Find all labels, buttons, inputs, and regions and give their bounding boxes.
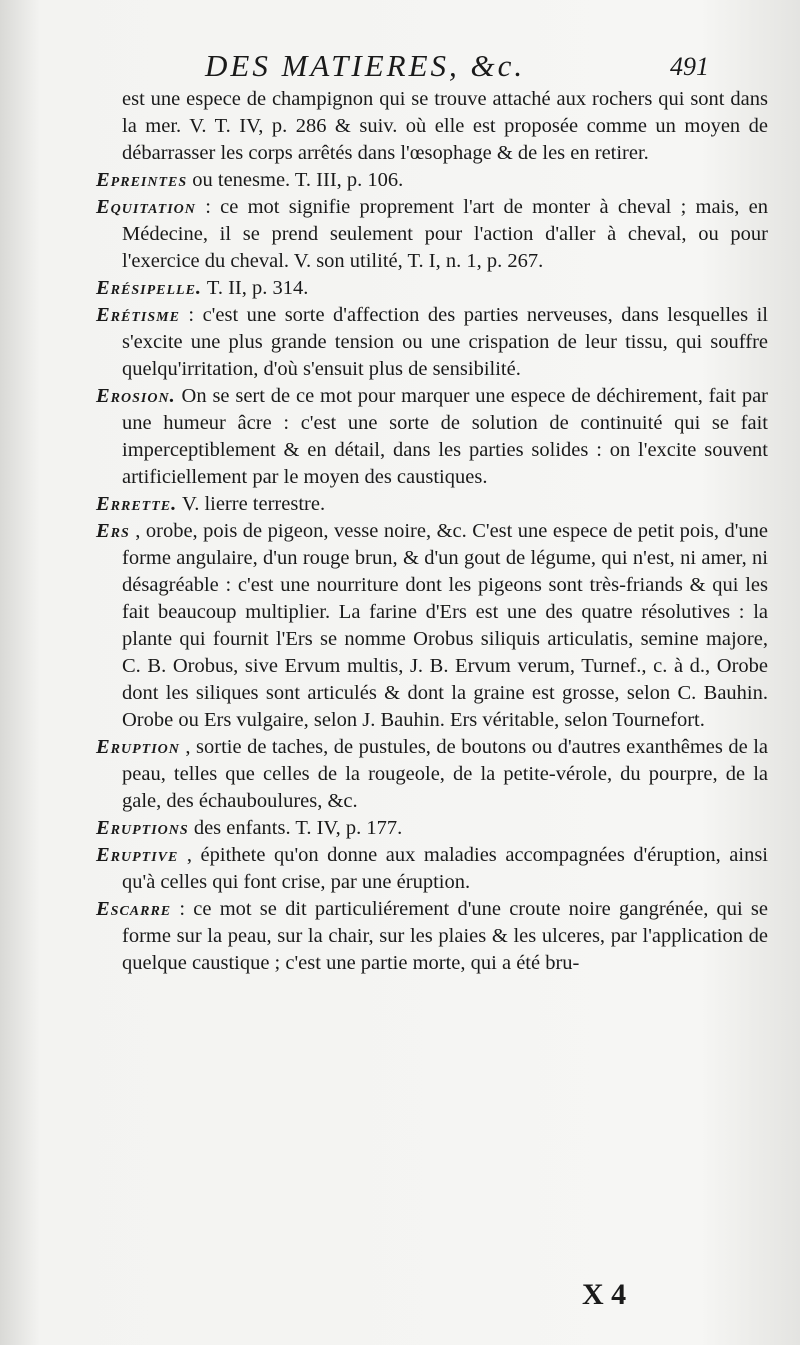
entry-text: : ce mot se dit particuliérement d'une croute noire gangrénée, qui se forme sur la peau, sur la chair, sur les plaies & les ulceres, par l'application de quelque caustique ; c'est une partie morte, qui a été bru-	[122, 898, 769, 974]
page-header	[205, 48, 765, 88]
running-title: DES MATIERES, &c.	[205, 48, 526, 83]
entry-headword: Equitation	[96, 196, 196, 218]
signature-mark: X 4	[582, 1278, 627, 1311]
index-entry	[96, 815, 768, 842]
entry-text: , épithete qu'on donne aux maladies accompagnées d'éruption, ainsi qu'à celles qui font crise, par une éruption.	[122, 844, 768, 893]
entry-text: : ce mot signifie proprement l'art de monter à cheval ; mais, en Médecine, il se prend seulement pour l'action d'aller à cheval, ou pour l'exercice du cheval. V. son utilité, T. I, n. 1, p. 267.	[122, 196, 769, 272]
entry-text: T. II, p. 314.	[206, 277, 309, 299]
page-number: 491	[670, 52, 709, 81]
entry-headword: Ers	[96, 520, 130, 542]
index-entry	[96, 275, 768, 302]
entry-text: ou tenesme. T. III, p. 106.	[192, 169, 404, 191]
entry-headword: Erétisme	[96, 304, 180, 326]
index-entry	[96, 896, 768, 977]
index-entry	[96, 167, 768, 194]
entry-text: On se sert de ce mot pour marquer une espece de déchirement, fait par une humeur âcre : c'est une sorte de solution de continuité qui se fait imperceptiblement & en détail, dans les parties solides : on l'excite souvent artificiellement par le moyen des caustiques.	[122, 385, 768, 488]
entry-text: : c'est une sorte d'affection des parties nerveuses, dans lesquelles il s'excite une plus grande tension ou une crispation de leur tissu, qui souffre quelqu'irritation, d'où s'ensuit plus de sensibilité.	[122, 304, 769, 380]
index-body	[96, 86, 768, 977]
entry-text: V. lierre terrestre.	[182, 493, 326, 515]
index-entry	[96, 518, 768, 734]
entry-text: , orobe, pois de pigeon, vesse noire, &c. C'est une espece de petit pois, d'une forme angulaire, d'un rouge brun, & d'un gout de légume, qui n'est, ni amer, ni désagréable : c'est une nourriture dont les pigeons sont très-friands & qui les fait beaucoup multiplier. La farine d'Ers est une des quatre résolutives : la plante qui fournit l'Ers se nomme Orobus siliquis articulatis, semine majore, C. B. Orobus, sive Ervum multis, J. B. Ervum verum, Turnef., c. à d., Orobe dont les siliques sont articulés & dont la graine est grosse, selon C. Bauhin. Orobe ou Ers vulgaire, selon J. Bauhin. Ers véritable, selon Tournefort.	[122, 520, 768, 731]
entry-headword: Epreintes	[96, 169, 188, 191]
entry-text: des enfants. T. IV, p. 177.	[193, 817, 403, 839]
entry-text: , sortie de taches, de pustules, de boutons ou d'autres exanthêmes de la peau, telles que celles de la rougeole, de la petite-vérole, du pourpre, de la gale, des échauboulures, &c.	[122, 736, 768, 812]
entry-headword: Erésipelle.	[96, 277, 203, 299]
index-entry	[96, 842, 768, 896]
entry-headword: Erosion.	[96, 385, 176, 407]
entry-headword: Errette.	[96, 493, 178, 515]
entry-headword: Eruptions	[96, 817, 189, 839]
entry-headword: Eruption	[96, 736, 180, 758]
index-entry	[96, 734, 768, 815]
index-entry	[96, 194, 768, 275]
index-entry	[96, 383, 768, 491]
index-entry	[96, 491, 768, 518]
entry-headword: Escarre	[96, 898, 172, 920]
index-entry	[96, 302, 768, 383]
index-entry-continued	[96, 86, 768, 167]
entry-headword: Eruptive	[96, 844, 179, 866]
entry-text: est une espece de champignon qui se trouve attaché aux rochers qui sont dans la mer. V. T. IV, p. 286 & suiv. où elle est proposée comme un moyen de débarrasser les corps arrêtés dans l'œsophage & de les en retirer.	[122, 88, 768, 164]
